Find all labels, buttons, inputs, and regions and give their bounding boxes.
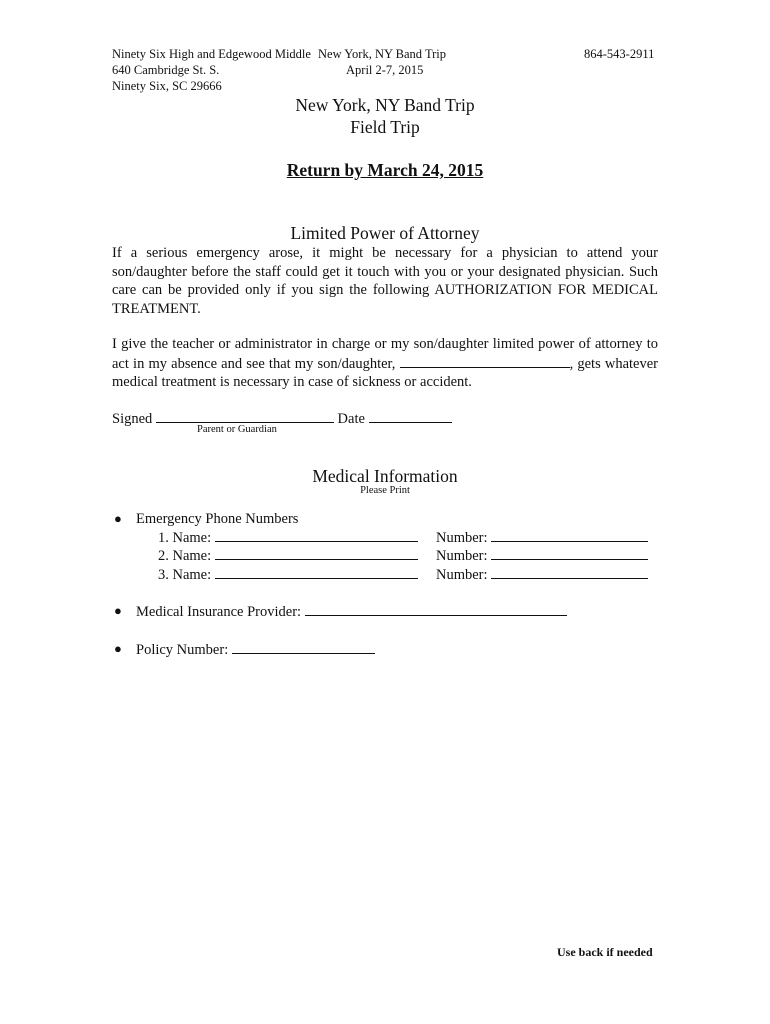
date-label: Date [337,411,365,427]
medical-heading: Medical Information [312,466,458,486]
medical-subheading: Please Print [360,485,410,496]
attorney-paragraph-2-start: I give the teacher or administrator in charge or my son/daughter limited power of attorney to act in my absence and see that my son/daughter, [112,336,658,372]
policy-number-field[interactable] [232,640,375,654]
policy-row [136,640,375,660]
name-label: Name: [172,530,212,546]
contact-name-field[interactable] [215,565,418,579]
contact-row [158,546,418,566]
signed-label: Signed [112,411,153,427]
number-label: Number: [436,567,488,583]
insurance-provider-field[interactable] [305,602,567,616]
attorney-heading: Limited Power of Attorney [290,223,480,243]
attorney-paragraph-2-end: , gets whatever medical treatment is necessary in case of sickness or accident. [112,355,659,390]
name-label: Name: [172,548,212,564]
contact-number: 3. [158,567,169,583]
phone-number: 864-543-2911 [584,47,655,61]
return-by-deadline: Return by March 24, 2015 [286,160,484,180]
student-name-field[interactable] [400,354,570,368]
bullet-icon: ● [114,511,122,526]
emergency-label: Emergency Phone Numbers [136,511,299,527]
number-label: Number: [436,548,488,564]
date-field[interactable] [369,409,452,423]
trip-dates: April 2-7, 2015 [346,63,424,77]
contact-number-row [436,546,648,566]
contact-phone-field[interactable] [491,546,648,560]
contact-row [158,528,418,548]
footer-note: Use back if needed [557,945,653,959]
contact-name-field[interactable] [215,546,418,560]
trip-name: New York, NY Band Trip [318,47,447,61]
contact-number-row [436,528,648,548]
contact-phone-field[interactable] [491,528,648,542]
contact-row [158,565,418,585]
contact-phone-field[interactable] [491,565,648,579]
school-name: Ninety Six High and Edgewood Middle [112,47,311,61]
signer-caption: Parent or Guardian [197,424,277,435]
bullet-icon: ● [114,641,122,656]
signature-line [112,409,452,429]
contact-number: 2. [158,548,169,564]
policy-label: Policy Number: [136,642,229,658]
insurance-label: Medical Insurance Provider: [136,604,302,620]
signature-field[interactable] [156,409,334,423]
attorney-paragraph-1: If a serious emergency arose, it might be necessary for a physician to attend your son/daughter before the staff could get it touch with you or your designated physician. Such care can be provided only if you sign the following AUTHORIZATION FOR MEDICAL TREATMENT. [112,245,658,317]
number-label: Number: [436,530,488,546]
attorney-paragraph-2 [112,335,658,392]
contact-number: 1. [158,530,169,546]
city-address: Ninety Six, SC 29666 [112,79,222,93]
insurance-row [136,602,567,622]
street-address: 640 Cambridge St. S. [112,63,220,77]
bullet-icon: ● [114,603,122,618]
contact-number-row [436,565,648,585]
page-title: New York, NY Band Trip [295,95,475,115]
page-subtitle: Field Trip [350,117,420,137]
name-label: Name: [172,567,212,583]
contact-name-field[interactable] [215,528,418,542]
